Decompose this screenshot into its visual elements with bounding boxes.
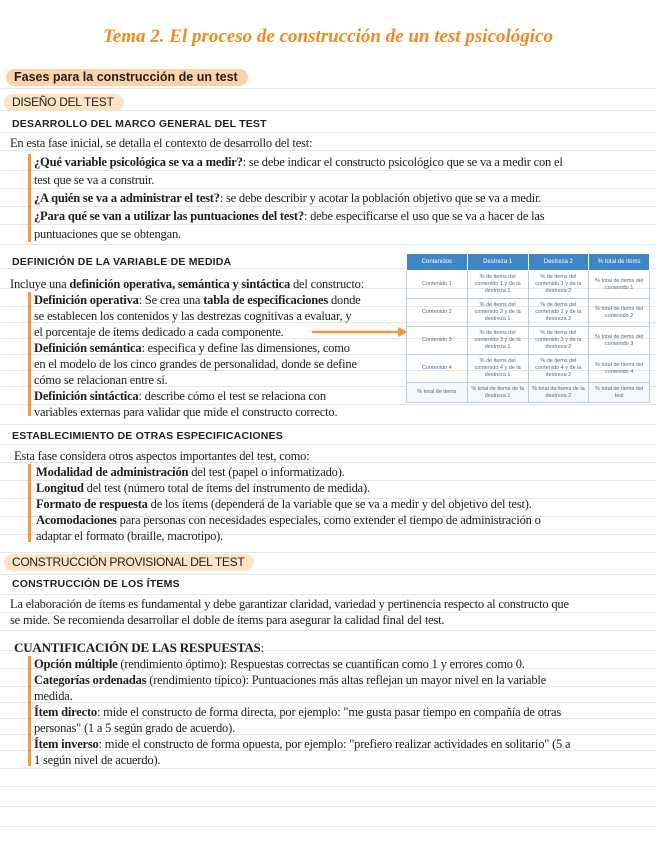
other-specs-intro: Esta fase considera otros aspectos importantes del test, como: (14, 449, 310, 463)
construction-section-label: CONSTRUCCIÓN PROVISIONAL DEL TEST (4, 554, 254, 571)
table-cell: Contenido 4 (407, 355, 468, 383)
table-cell: % total de items de la destreza 2 (528, 383, 589, 403)
spec-header: Destreza 2 (528, 254, 589, 271)
table-cell: % de items del contenido 1 y de la destreza 2 (528, 271, 589, 299)
spec-header: % total de items (589, 254, 650, 271)
table-cell: % total de items de la destreza 1 (467, 383, 528, 403)
multiple-choice: Opción múltiple (rendimiento óptimo): Respuestas correctas se cuantifican como 1 y errores como 0. (34, 657, 525, 671)
items-paragraph-l2: se mide. Se recomienda desarrollar el doble de ítems para asegurar la calidad final del test. (10, 613, 445, 627)
framework-intro: En esta fase inicial, se detalla el contexto de desarrollo del test: (10, 136, 313, 150)
spec-format: Formato de respuesta de los ítems (dependerá de la variable que se va a medir y del objetivo del test). (36, 497, 532, 511)
syntactic-definition: Definición sintáctica: describe cómo el test se relaciona con (34, 389, 326, 403)
table-cell: % de items del contenido 4 y de la destreza 2 (528, 355, 589, 383)
direct-item-cont: personas" (1 a 5 según grado de acuerdo). (34, 721, 235, 735)
table-row (407, 383, 650, 403)
inverse-item: Ítem inverso: mide el constructo de forma opuesta, por ejemplo: "prefiero realizar actividades en solitario" (5 a (34, 737, 571, 751)
question-usage: ¿Para qué se van a utilizar las puntuaciones del test?: debe especificarse el uso que se va a hacer de las (34, 209, 545, 223)
semantic-definition-l2: en el modelo de los cinco grandes de personalidad, donde se define (34, 357, 357, 371)
table-cell: Contenido 1 (407, 271, 468, 299)
table-row (407, 299, 650, 327)
table-cell: % total de items del contenido 4 (589, 355, 650, 383)
table-cell: % de items del contenido 2 y de la destreza 2 (528, 299, 589, 327)
table-row (407, 355, 650, 383)
table-cell: % total de items del contenido 2 (589, 299, 650, 327)
specifications-table (406, 253, 650, 403)
ordered-categories: Categorías ordenadas (rendimiento típico): Puntuaciones más altas reflejan un mayor nivel en la variable (34, 673, 547, 687)
definition-intro: Incluye una definición operativa, semántica y sintáctica del constructo: (10, 277, 364, 291)
operational-definition: Definición operativa: Se crea una tabla de especificaciones donde (34, 293, 361, 307)
spec-header: Contenidos (407, 254, 468, 271)
question-population: ¿A quién se va a administrar el test?: se debe describir y acotar la población objetivo que se va a medir. (34, 191, 542, 205)
table-row (407, 271, 650, 299)
ordered-categories-cont: medida. (34, 689, 73, 703)
table-cell: % de items del contenido 2 y de la destreza 1 (467, 299, 528, 327)
semantic-definition-l3: cómo se relacionan entre sí. (34, 373, 168, 387)
table-cell: % de items del contenido 4 y de la destreza 1 (467, 355, 528, 383)
table-cell: % de items del contenido 3 y de la destreza 1 (467, 327, 528, 355)
inverse-item-cont: 1 según nivel de acuerdo). (34, 753, 161, 767)
spec-accommodations: Acomodaciones para personas con necesidades especiales, como extender el tiempo de administración o (36, 513, 541, 527)
question-variable: ¿Qué variable psicológica se va a medir?: se debe indicar el constructo psicológico que se va a medir con el (34, 155, 563, 169)
framework-heading: DESARROLLO DEL MARCO GENERAL DEL TEST (12, 118, 267, 130)
syntactic-definition-l2: variables externas para validar que mide el constructo correcto. (34, 405, 338, 419)
items-paragraph-l1: La elaboración de ítems es fundamental y debe garantizar claridad, variedad y pertinencia respecto al constructo que (10, 597, 569, 611)
question-variable-cont: test que se va a construir. (34, 173, 155, 187)
operational-definition-l2: se establecen los contenidos y las destrezas cognitivas a evaluar, y (34, 309, 352, 323)
other-specs-list-bar (28, 464, 31, 542)
table-cell: % total de items del test (589, 383, 650, 403)
spec-header: Destreza 1 (467, 254, 528, 271)
other-specs-heading: ESTABLECIMIENTO DE OTRAS ESPECIFICACIONES (12, 430, 283, 442)
table-row (407, 327, 650, 355)
arrow-to-table-icon (312, 327, 408, 337)
table-cell: Contenido 3 (407, 327, 468, 355)
definition-list-bar (28, 292, 31, 416)
spec-accommodations-cont: adaptar el formato (braille, macrotipo). (36, 529, 224, 543)
table-cell: Contenido 2 (407, 299, 468, 327)
table-cell: % total de items del contenido 1 (589, 271, 650, 299)
phases-heading: Fases para la construcción de un test (6, 69, 248, 86)
design-section-label: DISEÑO DEL TEST (4, 94, 124, 111)
spec-length: Longitud del test (número total de ítems del instrumento de medida). (36, 481, 370, 495)
quantification-list-bar (28, 656, 31, 766)
question-usage-cont: puntuaciones que se obtengan. (34, 227, 181, 241)
semantic-definition: Definición semántica: especifica y define las dimensiones, como (34, 341, 350, 355)
table-cell: % total de items (407, 383, 468, 403)
measure-definition-heading: DEFINICIÓN DE LA VARIABLE DE MEDIDA (12, 256, 232, 268)
table-cell: % total de items del contenido 3 (589, 327, 650, 355)
framework-list-bar (28, 154, 31, 242)
direct-item: Ítem directo: mide el constructo de forma directa, por ejemplo: "me gusta pasar tiempo en compañía de otras (34, 705, 562, 719)
items-heading: CONSTRUCCIÓN DE LOS ÍTEMS (12, 578, 180, 590)
spec-modality: Modalidad de administración del test (papel o informatizado). (36, 465, 345, 479)
operational-definition-l3: el porcentaje de ítems dedicado a cada componente. (34, 325, 284, 339)
page-title: Tema 2. El proceso de construcción de un test psicológico (102, 26, 553, 47)
table-cell: % de items del contenido 3 y de la destreza 2 (528, 327, 589, 355)
quantification-heading: CUANTIFICACIÓN DE LAS RESPUESTAS: (14, 640, 264, 655)
table-cell: % de items del contenido 1 y de la destreza 1 (467, 271, 528, 299)
